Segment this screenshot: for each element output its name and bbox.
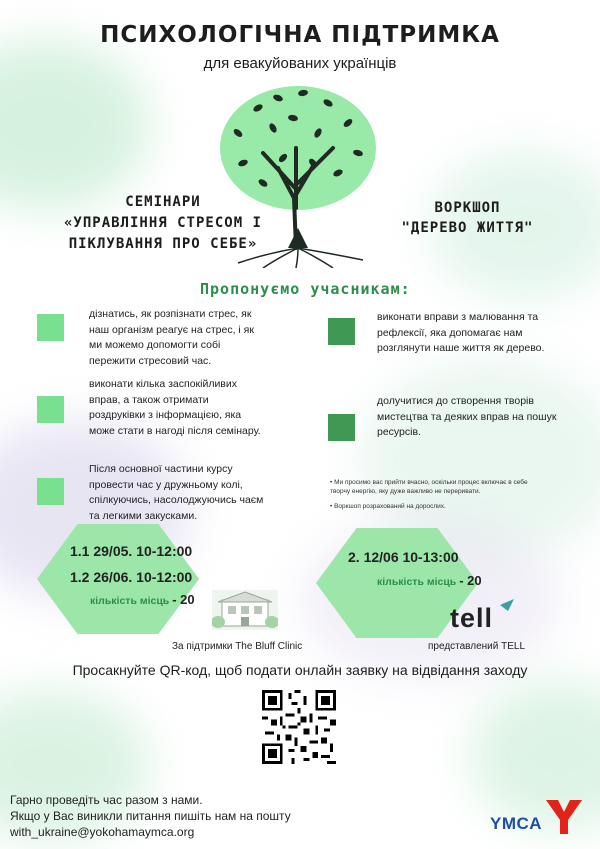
seats-count [377,573,482,588]
list-item: виконати вправи з малювання та рефлексії, яка допомагає нам розглянути наше життя як дерево. [377,311,545,354]
sponsor-text: За підтримки The Bluff Clinic [172,641,303,652]
seats-count [90,592,195,607]
footer [10,792,291,840]
bullet-square [37,314,64,341]
contact-email[interactable]: with_ukraine@yokohamaymca.org [10,825,195,839]
note-text: Ми просимо вас прийти вчасно, оскільки процес включає в себе творчу енергію, яку дуже важливо не переривати. [330,479,528,495]
tell-logo: tell [450,603,494,633]
seminar-title [52,192,274,255]
workshop-title-line: ВОРКШОП [434,200,501,216]
note: • Ми просимо вас прийти вчасно, оскільки процес включає в себе творчу енергію, яку дуже важливо не переривати. • Воркшоп розрахований на дорослих. [330,479,528,510]
session-date: 1.2 26/06. 10-12:00 [70,569,193,585]
seats-value: - 20 [172,592,195,607]
bullet-square [37,396,64,423]
page-title: ПСИХОЛОГІЧНА ПІДТРИМКА [100,22,500,48]
seminar-title-line: «УПРАВЛІННЯ СТРЕСОМ І [63,215,262,231]
seminar-title-line: ПІКЛУВАННЯ ПРО СЕБЕ» [68,236,258,252]
seats-label: кількість місць [377,576,457,588]
note-text: Воркшоп розрахований на дорослих. [334,503,446,510]
bullet-square [328,414,355,441]
footer-line: Якщо у Вас виникли питання пишіть нам на пошту [10,809,291,823]
session-date: 1.1 29/05. 10-12:00 [70,543,193,559]
list-item: виконати кілька заспокійливих вправ, а також отримати роздруківки з інформацією, яка може стати в нагоді після семінару. [89,378,261,437]
ymca-y-mark-icon [546,796,582,834]
workshop-title [365,198,570,238]
clinic-building-image [212,590,278,630]
sponsor-text: представлений TELL [428,641,526,652]
scan-instruction: Просакнуйте QR-код, щоб подати онлайн заявку на відвідання заходу [72,662,528,678]
seminar-title-line: СЕМІНАРИ [125,194,201,210]
offer-heading: Пропонуємо учасникам: [200,280,411,298]
session-date: 2. 12/06 10-13:00 [348,549,459,565]
seats-value: - 20 [459,573,482,588]
list-item: долучитися до створення творів мистецтва та деяких вправ на пошук ресурсів. [377,395,557,438]
page-subtitle: для евакуйованих українців [203,55,397,72]
tell-logo-mark-icon [500,599,514,611]
qr-code[interactable] [262,690,336,764]
footer-line: Гарно проведіть час разом з нами. [10,793,203,807]
workshop-title-line: "ДЕРЕВО ЖИТТЯ" [401,220,534,236]
list-item: дізнатись, як розпізнати стрес, як наш організм реагує на стрес, і як ми можемо допомогти собі пережити стресовий час. [89,308,254,367]
ymca-logo: YMCA [490,814,543,833]
seats-label: кількість місць [90,595,170,607]
list-item: Після основної частини курсу провести час у дружньому колі, спілкуючись, насолоджуючись чаєм та легкими закусками. [89,463,264,522]
bullet-square [328,318,355,345]
bullet-square [37,478,64,505]
